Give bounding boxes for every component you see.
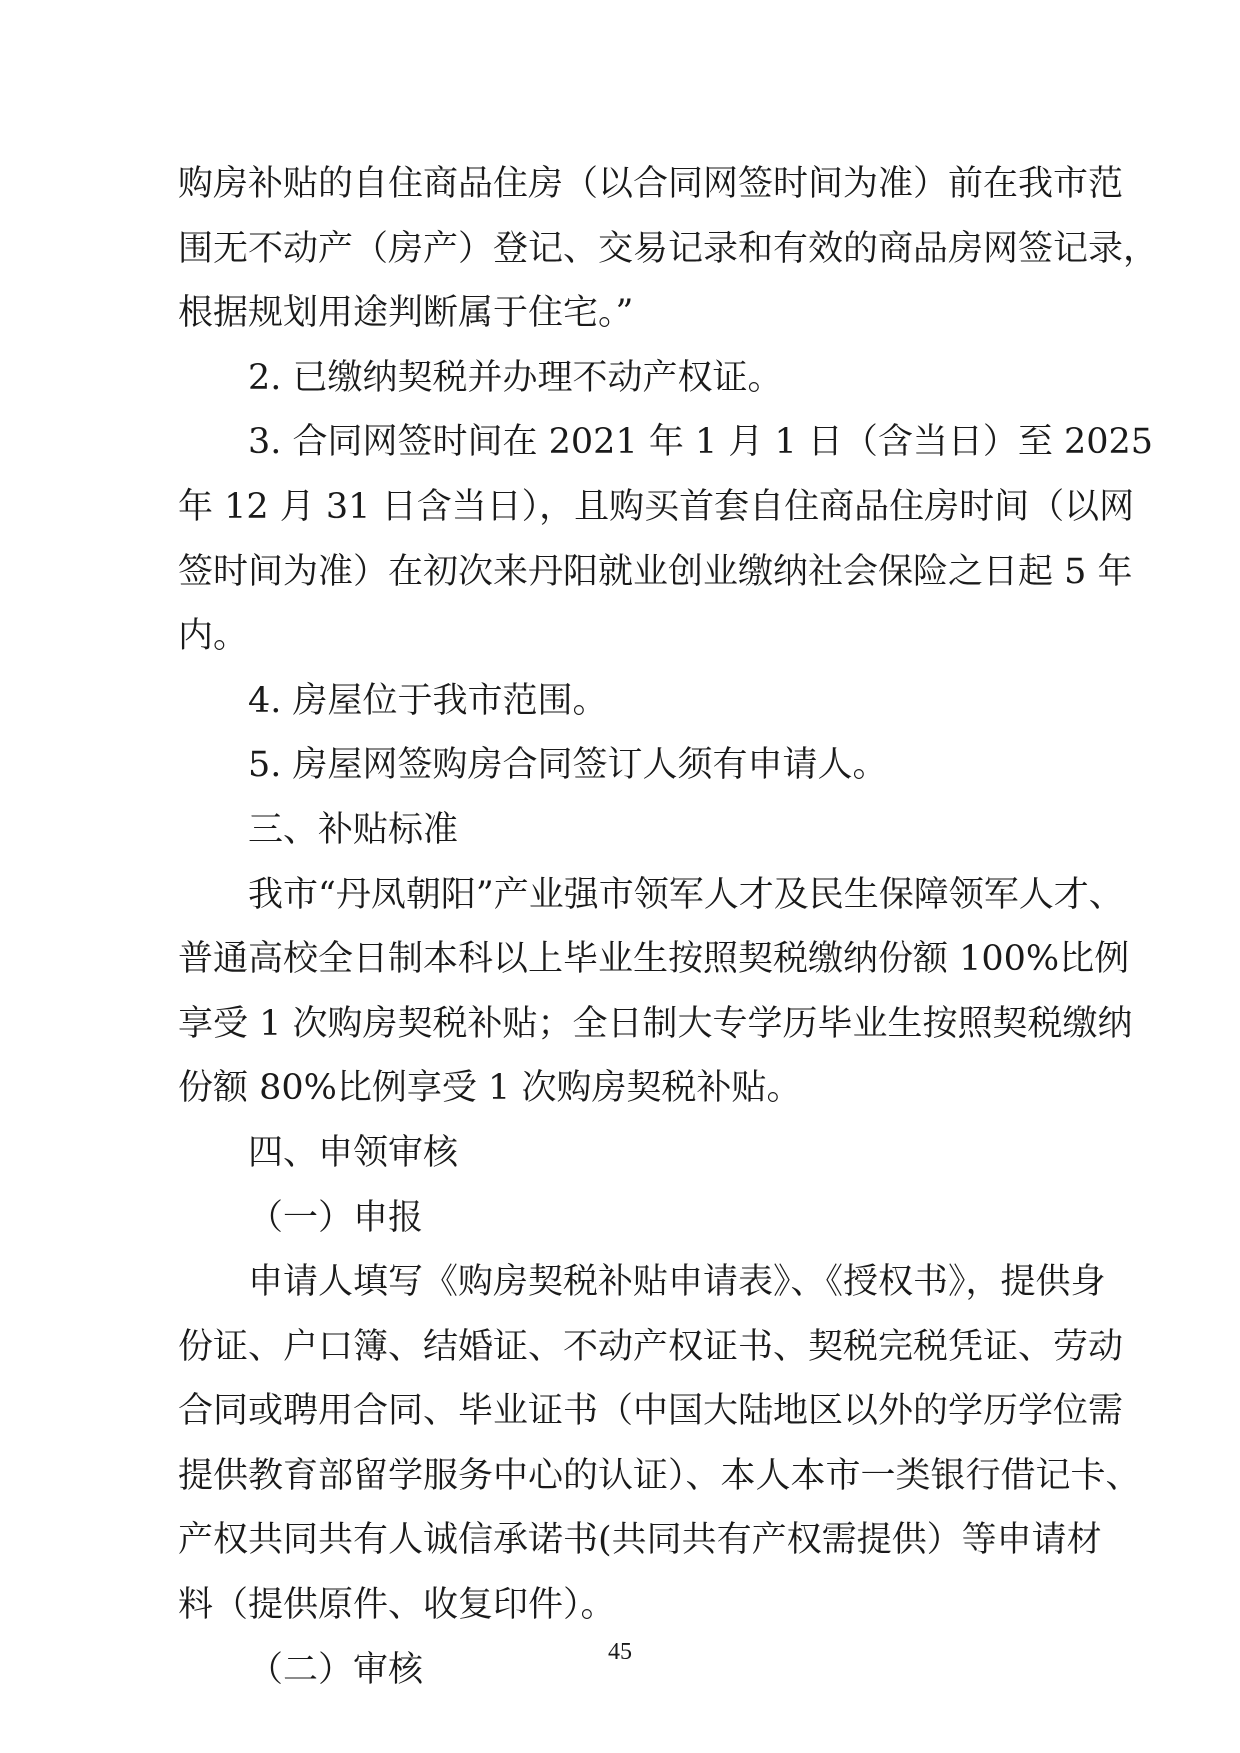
paragraph-line: 购房补贴的自住商品住房（以合同网签时间为准）前在我市范	[178, 164, 1124, 204]
paragraph-line: 提供教育部留学服务中心的认证）、本人本市一类银行借记卡、	[178, 1455, 1141, 1496]
paragraph-line: 内。	[178, 616, 249, 657]
body-text	[178, 152, 1159, 1702]
section-heading-subsidy-standard: 三、补贴标准	[248, 809, 459, 850]
paragraph-line: 根据规划用途判断属于住宅。”	[178, 293, 634, 334]
paragraph-line: 料（提供原件、收复印件）。	[178, 1585, 616, 1626]
list-item-4: 4. 房屋位于我市范围。	[248, 680, 608, 721]
page-number: 45	[608, 1639, 632, 1665]
paragraph-line: 申请人填写《购房契税补贴申请表》、《授权书》，提供身	[248, 1262, 1106, 1303]
paragraph-line: 享受 1 次购房契税补贴；全日制大专学历毕业生按照契税缴纳	[178, 1003, 1133, 1044]
paragraph-line: 普通高校全日制本科以上毕业生按照契税缴纳份额 100%比例	[178, 939, 1130, 980]
paragraph-line: 份证、户口簿、结婚证、不动产权证书、契税完税凭证、劳动	[178, 1326, 1124, 1367]
paragraph-line: 签时间为准）在初次来丹阳就业创业缴纳社会保险之日起 5 年	[178, 551, 1133, 592]
paragraph-line: 份额 80%比例享受 1 次购房契税补贴。	[178, 1068, 802, 1109]
paragraph-line: 年 12 月 31 日含当日），且购买首套自住商品住房时间（以网	[178, 486, 1135, 527]
subsection-heading-review: （二）审核	[248, 1649, 424, 1690]
section-heading-application-review: 四、申领审核	[248, 1132, 459, 1173]
paragraph-line: 我市“丹凤朝阳”产业强市领军人才及民生保障领军人才、	[248, 874, 1124, 915]
subsection-heading-declaration: （一）申报	[248, 1197, 424, 1238]
paragraph-line: 产权共同共有人诚信承诺书(共同共有产权需提供）等申请材	[178, 1520, 1102, 1561]
list-item-3: 3. 合同网签时间在 2021 年 1 月 1 日（含当日）至 2025	[248, 422, 1154, 463]
paragraph-line: 合同或聘用合同、毕业证书（中国大陆地区以外的学历学位需	[178, 1391, 1124, 1432]
paragraph-line: 围无不动产（房产）登记、交易记录和有效的商品房网签记录，	[178, 228, 1159, 269]
list-item-5: 5. 房屋网签购房合同签订人须有申请人。	[248, 745, 888, 786]
list-item-2: 2. 已缴纳契税并办理不动产权证。	[248, 357, 783, 398]
